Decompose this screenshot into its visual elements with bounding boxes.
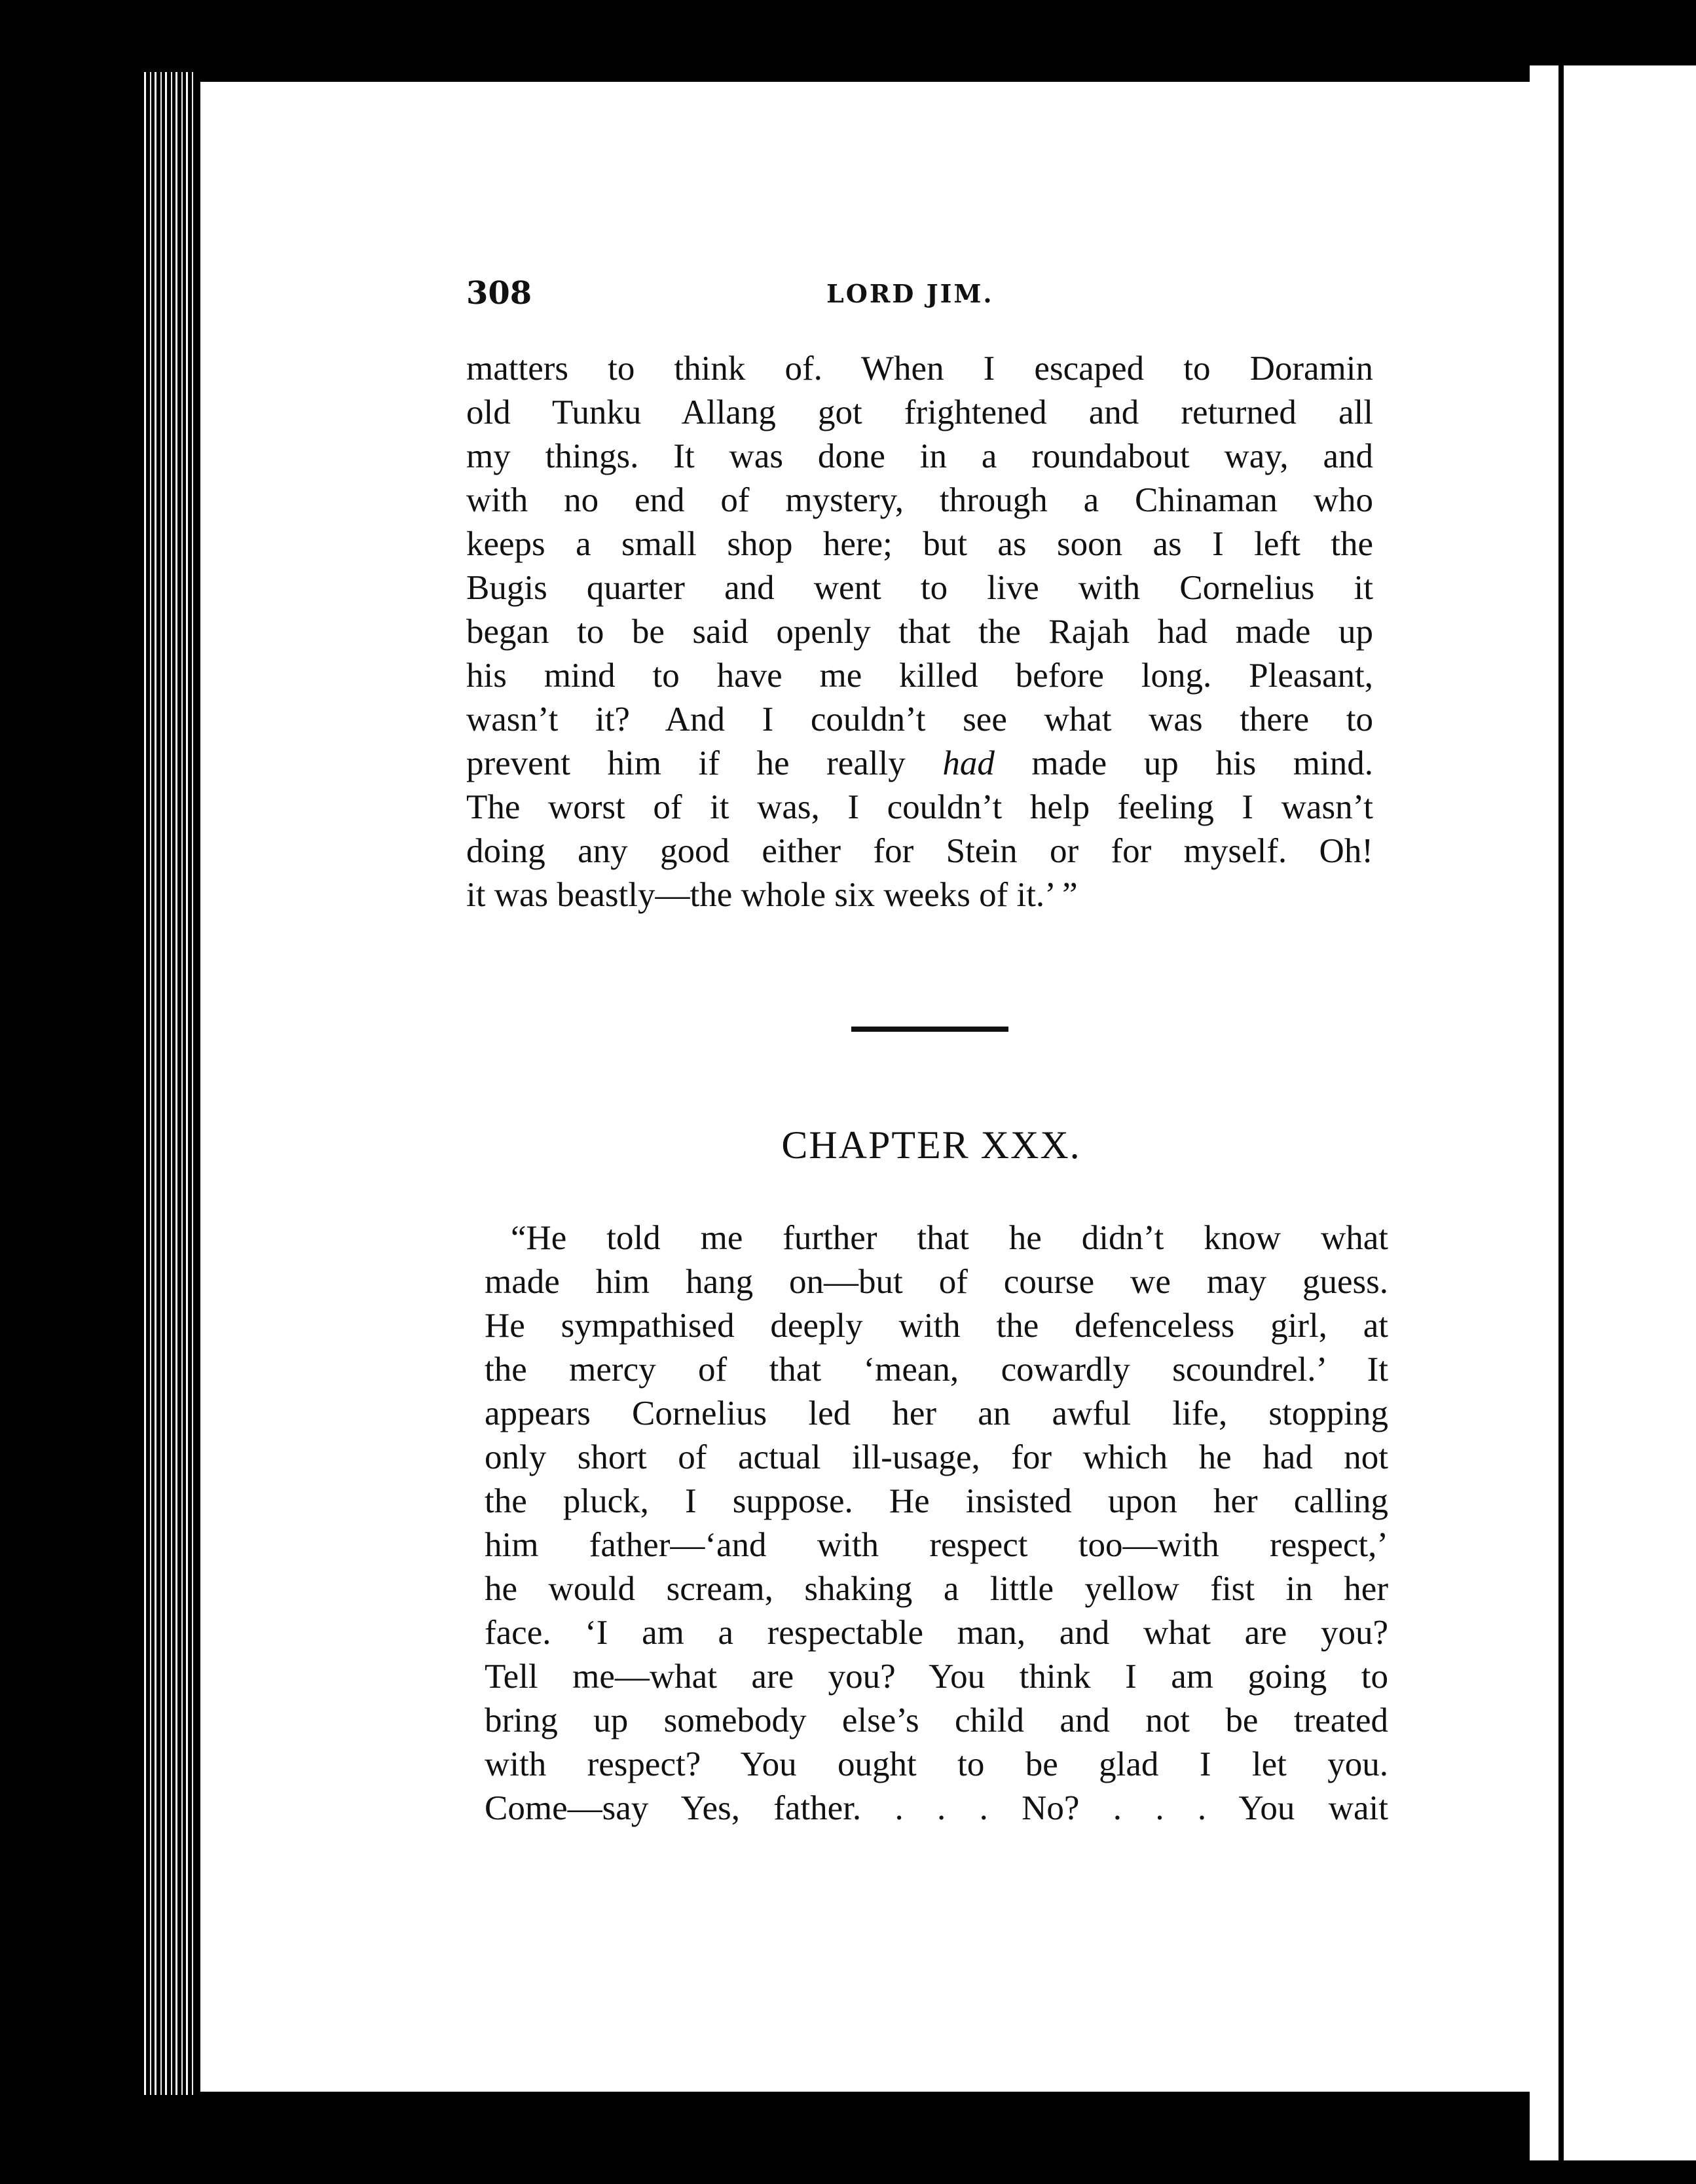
text-line: with respect? You ought to be glad I let you. bbox=[485, 1745, 1388, 1783]
text-line: Bugis quarter and went to live with Cornelius it bbox=[466, 569, 1373, 607]
text-line: it was beastly—the whole six weeks of it.’ ” bbox=[466, 876, 1078, 914]
text-line: bring up somebody else’s child and not be treated bbox=[485, 1702, 1388, 1739]
chapter-heading: CHAPTER XXX. bbox=[781, 1123, 1081, 1167]
text-line: old Tunku Allang got frightened and returned all bbox=[466, 393, 1373, 431]
facing-page-edge bbox=[1558, 65, 1696, 2160]
text-fragment: prevent him if he really bbox=[466, 744, 943, 782]
emphasized-word: had bbox=[942, 744, 995, 782]
running-head bbox=[466, 275, 1029, 314]
text-fragment: made up his mind. bbox=[994, 744, 1374, 782]
text-line-with-emphasis bbox=[466, 742, 1373, 786]
text-line: only short of actual ill-usage, for which he had not bbox=[485, 1438, 1388, 1476]
text-line: keeps a small shop here; but as soon as I left the bbox=[466, 525, 1373, 563]
text-line: He sympathised deeply with the defenceless girl, at bbox=[485, 1307, 1388, 1345]
page-gutter bbox=[1526, 65, 1562, 2160]
text-line: my things. It was done in a roundabout way, and bbox=[466, 437, 1373, 475]
text-line: face. ‘I am a respectable man, and what are you? bbox=[485, 1614, 1388, 1652]
text-line: The worst of it was, I couldn’t help feeling I wasn’t bbox=[466, 788, 1373, 826]
text-line: Tell me—what are you? You think I am going to bbox=[485, 1658, 1388, 1696]
text-line: the pluck, I suppose. He insisted upon her calling bbox=[485, 1482, 1388, 1520]
text-line: him father—‘and with respect too—with respect,’ bbox=[485, 1526, 1388, 1564]
text-line: his mind to have me killed before long. Pleasant, bbox=[466, 657, 1373, 695]
section-divider-rule bbox=[851, 1027, 1008, 1032]
chapter-body bbox=[485, 1216, 1388, 1830]
text-line: appears Cornelius led her an awful life, stopping bbox=[485, 1394, 1388, 1432]
text-line: doing any good either for Stein or for myself. Oh! bbox=[466, 832, 1373, 870]
passage-continuation bbox=[466, 347, 1373, 917]
text-line: “He told me further that he didn’t know what bbox=[511, 1219, 1388, 1257]
text-line: Come—say Yes, father. . . . No? . . . You wait bbox=[485, 1789, 1388, 1827]
running-title: LORD JIM. bbox=[826, 279, 994, 308]
text-line: wasn’t it? And I couldn’t see what was there to bbox=[466, 701, 1373, 738]
text-line: made him hang on—but of course we may guess. bbox=[485, 1263, 1388, 1301]
text-line: he would scream, shaking a little yellow fist in her bbox=[485, 1570, 1388, 1608]
text-line: began to be said openly that the Rajah had made up bbox=[466, 613, 1373, 651]
text-line: matters to think of. When I escaped to Doramin bbox=[466, 350, 1373, 388]
text-line: with no end of mystery, through a Chinaman who bbox=[466, 481, 1373, 519]
page-number: 308 bbox=[466, 275, 532, 312]
text-line: the mercy of that ‘mean, cowardly scoundrel.’ It bbox=[485, 1351, 1388, 1389]
page-edges-stack bbox=[144, 72, 196, 2095]
